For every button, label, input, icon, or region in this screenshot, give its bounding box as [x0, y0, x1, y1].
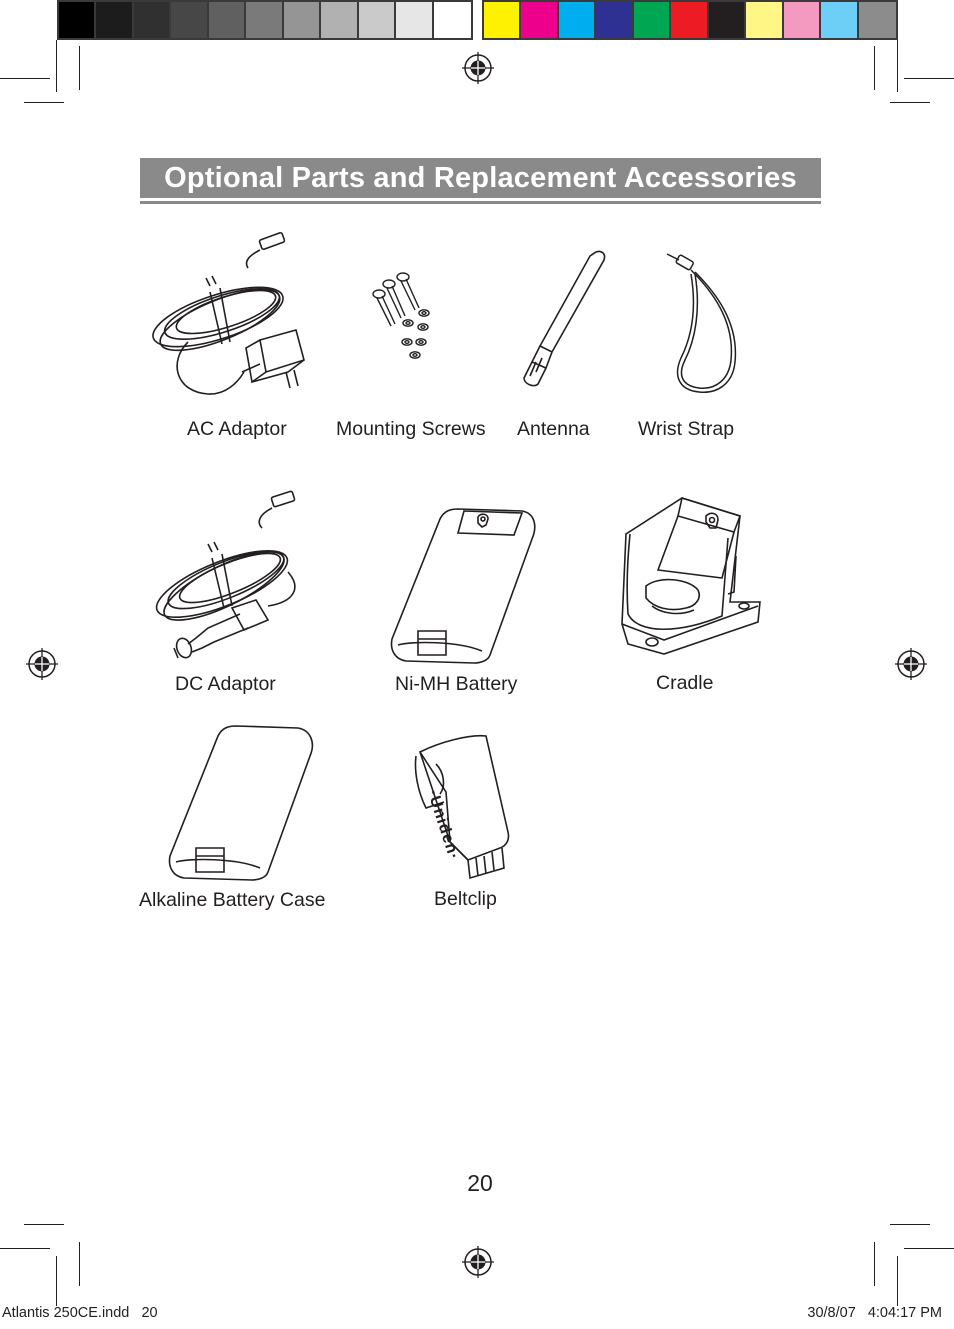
color-swatch — [134, 2, 171, 38]
crop-mark — [56, 1256, 57, 1306]
color-swatch — [434, 2, 471, 38]
color-swatch — [59, 2, 96, 38]
item-label-beltclip: Beltclip — [434, 888, 497, 910]
crop-mark — [904, 78, 954, 79]
nimh-battery-icon — [388, 505, 540, 665]
crop-mark — [890, 1224, 930, 1225]
registration-mark-icon — [26, 648, 58, 680]
mounting-screws-icon — [365, 268, 435, 363]
slug-timestamp: 30/8/07 4:04:17 PM — [807, 1305, 942, 1321]
crop-mark — [79, 1242, 80, 1286]
color-swatch — [484, 2, 521, 38]
color-swatch — [396, 2, 433, 38]
crop-mark — [79, 46, 80, 90]
color-swatch — [746, 2, 783, 38]
color-swatch — [671, 2, 708, 38]
crop-mark — [897, 1256, 898, 1306]
color-swatch — [596, 2, 633, 38]
item-label-ac-adaptor: AC Adaptor — [187, 418, 287, 440]
crop-mark — [874, 1242, 875, 1286]
process-color-bar — [482, 0, 898, 40]
crop-mark — [904, 1248, 954, 1249]
color-swatch — [859, 2, 896, 38]
crop-mark — [24, 102, 64, 103]
color-swatch — [321, 2, 358, 38]
color-swatch — [284, 2, 321, 38]
cradle-icon — [618, 494, 764, 664]
color-swatch — [634, 2, 671, 38]
crop-mark — [0, 1248, 50, 1249]
color-swatch — [784, 2, 821, 38]
alkaline-battery-case-icon — [166, 722, 318, 882]
color-swatch — [246, 2, 283, 38]
crop-mark — [24, 1224, 64, 1225]
registration-mark-icon — [462, 52, 494, 84]
page-number: 20 — [467, 1170, 493, 1196]
slug-filename: Atlantis 250CE.indd 20 — [2, 1305, 158, 1321]
grayscale-color-bar — [57, 0, 473, 40]
registration-mark-icon — [462, 1246, 494, 1278]
crop-mark — [874, 46, 875, 90]
heading-underline — [140, 201, 821, 204]
beltclip-brand-logo: ·Uniden· — [423, 788, 463, 863]
crop-mark — [56, 40, 57, 92]
ac-adaptor-icon — [148, 232, 308, 402]
color-swatch — [359, 2, 396, 38]
color-swatch — [821, 2, 858, 38]
wrist-strap-icon — [655, 250, 745, 395]
dc-adaptor-icon — [148, 488, 308, 663]
item-label-dc-adaptor: DC Adaptor — [175, 673, 276, 695]
color-swatch — [171, 2, 208, 38]
registration-mark-icon — [895, 648, 927, 680]
antenna-icon — [518, 248, 610, 390]
item-label-cradle: Cradle — [656, 672, 714, 694]
item-label-antenna: Antenna — [517, 418, 590, 440]
color-swatch — [96, 2, 133, 38]
section-heading: Optional Parts and Replacement Accessories — [140, 158, 821, 198]
color-swatch — [559, 2, 596, 38]
item-label-nimh-battery: Ni-MH Battery — [395, 673, 518, 695]
color-swatch — [709, 2, 746, 38]
item-label-wrist-strap: Wrist Strap — [638, 418, 735, 440]
item-label-mounting-screws: Mounting Screws — [336, 418, 486, 440]
crop-mark — [0, 78, 50, 79]
crop-mark — [890, 102, 930, 103]
color-swatch — [209, 2, 246, 38]
crop-mark — [897, 40, 898, 92]
color-swatch — [521, 2, 558, 38]
item-label-alkaline-battery-case: Alkaline Battery Case — [139, 889, 326, 911]
